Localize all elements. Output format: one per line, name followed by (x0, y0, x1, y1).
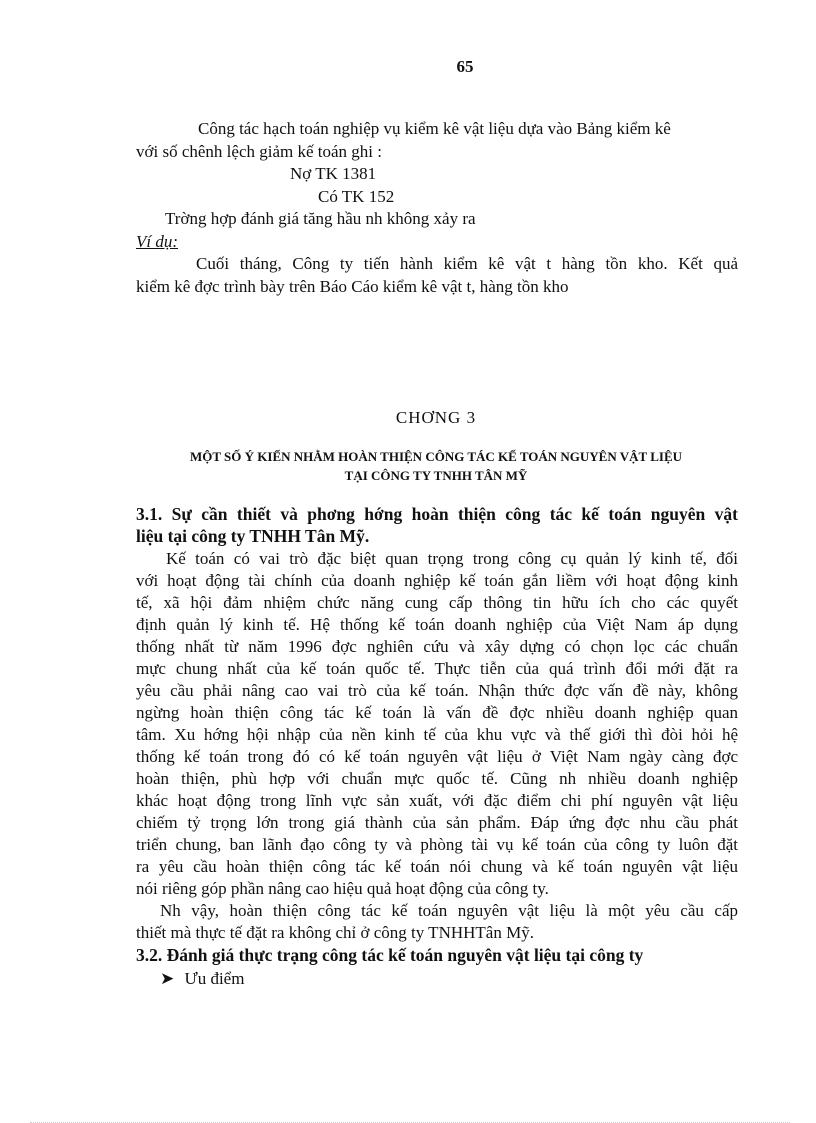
body-line: với hoạt động tài chính của doanh nghiệp kế toán gắn liềm với hoạt động kinh (136, 571, 738, 590)
body-line: ra yêu cầu hoàn thiện công tác kế toán nói chung và kế toán nguyên vật liệu (136, 857, 738, 876)
chapter-title: CHƠNG 3 (395, 408, 477, 427)
intro-paragraph-line-2: với số chênh lệch giảm kế toán ghi : (136, 142, 382, 161)
section-3-1-heading-line-2: liệu tại công ty TNHH Tân Mỹ. (136, 526, 370, 546)
body-line: mực chung nhất của kế toán quốc tế. Thực tiễn của quá trình đổi mới đặt ra (136, 659, 738, 678)
conclusion-line-2: thiết mà thực tế đặt ra không chỉ ở công ty TNHHTân Mỹ. (136, 923, 534, 942)
chapter-subtitle-line-1: MỘT SỐ Ý KIẾN NHẰM HOÀN THIỆN CÔNG TÁC KẾ TOÁN NGUYÊN VẬT LIỆU (189, 449, 683, 464)
body-line: chiếm tỷ trọng lớn trong giá thành của sản phẩm. Đáp ứng đợc nhu cầu phát (136, 813, 738, 832)
body-line: hoàn thiện, phù hợp với chuẩn mực quốc tế. Cũng nh nhiều doanh nghiệp (136, 769, 738, 788)
body-line: tế, xã hội đảm nhiệm chức năng cung cấp thông tin hữu ích cho các quyết (136, 593, 738, 612)
chapter-subtitle-line-2: TẠI CÔNG TY TNHH TÂN MỸ (344, 468, 528, 483)
body-line: yêu cầu phải nâng cao vai trò của kế toán. Nhận thức đợc vấn đề này, không (136, 681, 738, 700)
advantages-bullet (160, 968, 244, 990)
body-line: tâm. Xu hớng hội nhập của nền kinh tế của khu vực và thế giới thì đòi hỏi hệ (136, 725, 738, 744)
example-line-1: Cuối tháng, Công ty tiến hành kiểm kê vật t hàng tồn kho. Kết quả (196, 254, 738, 273)
example-line-2: kiểm kê đợc trình bày trên Báo Cáo kiểm kê vật t, hàng tồn kho (136, 277, 569, 296)
body-line: thống kế toán trong đó có kế toán nguyên vật liệu ở Việt Nam ngày càng đợc (136, 747, 738, 766)
body-line: ngừng hoàn thiện công tác kế toán là vấn đề đợc nhiều doanh nghiệp quan (136, 703, 738, 722)
page-number: 65 (456, 57, 474, 76)
credit-account-entry: Có TK 152 (318, 187, 395, 206)
arrowhead-bullet-icon: ➤ (160, 969, 175, 988)
advantages-label: Ưu điểm (184, 969, 245, 988)
body-line: thống nhất từ năm 1996 đợc nghiên cứu và xây dựng có chọn lọc các chuẩn (136, 637, 738, 656)
section-3-2-heading: 3.2. Đánh giá thực trạng công tác kế toán nguyên vật liệu tại công ty (136, 945, 644, 965)
body-line: định quản lý kinh tế. Hệ thống kế toán doanh nghiệp của Việt Nam áp dụng (136, 615, 738, 634)
body-line: Kế toán có vai trò đặc biệt quan trọng trong công cụ quản lý kinh tế, đối (166, 549, 738, 568)
section-3-1-heading-line-1: 3.1. Sự cần thiết và phơng hớng hoàn thiện công tác kế toán nguyên vật (136, 504, 738, 524)
example-label: Ví dụ: (136, 232, 179, 251)
body-line: khác hoạt động trong lĩnh vực sản xuất, với đặc điểm chi phí nguyên vật liệu (136, 791, 738, 810)
body-line: triển chung, ban lãnh đạo công ty và phòng tài vụ kế toán của công ty luôn đặt (136, 835, 738, 854)
body-line: nói riêng góp phần nâng cao hiệu quả hoạt động của công ty. (136, 879, 549, 898)
intro-paragraph-line-1: Công tác hạch toán nghiệp vụ kiểm kê vật liệu dựa vào Bảng kiểm kê (198, 119, 671, 138)
conclusion-line-1: Nh vậy, hoàn thiện công tác kế toán nguyên vật liệu là một yêu cầu cấp (160, 901, 738, 920)
debit-account-entry: Nợ TK 1381 (290, 164, 377, 183)
increase-case-note: Trờng hợp đánh giá tăng hầu nh không xảy ra (165, 209, 476, 228)
